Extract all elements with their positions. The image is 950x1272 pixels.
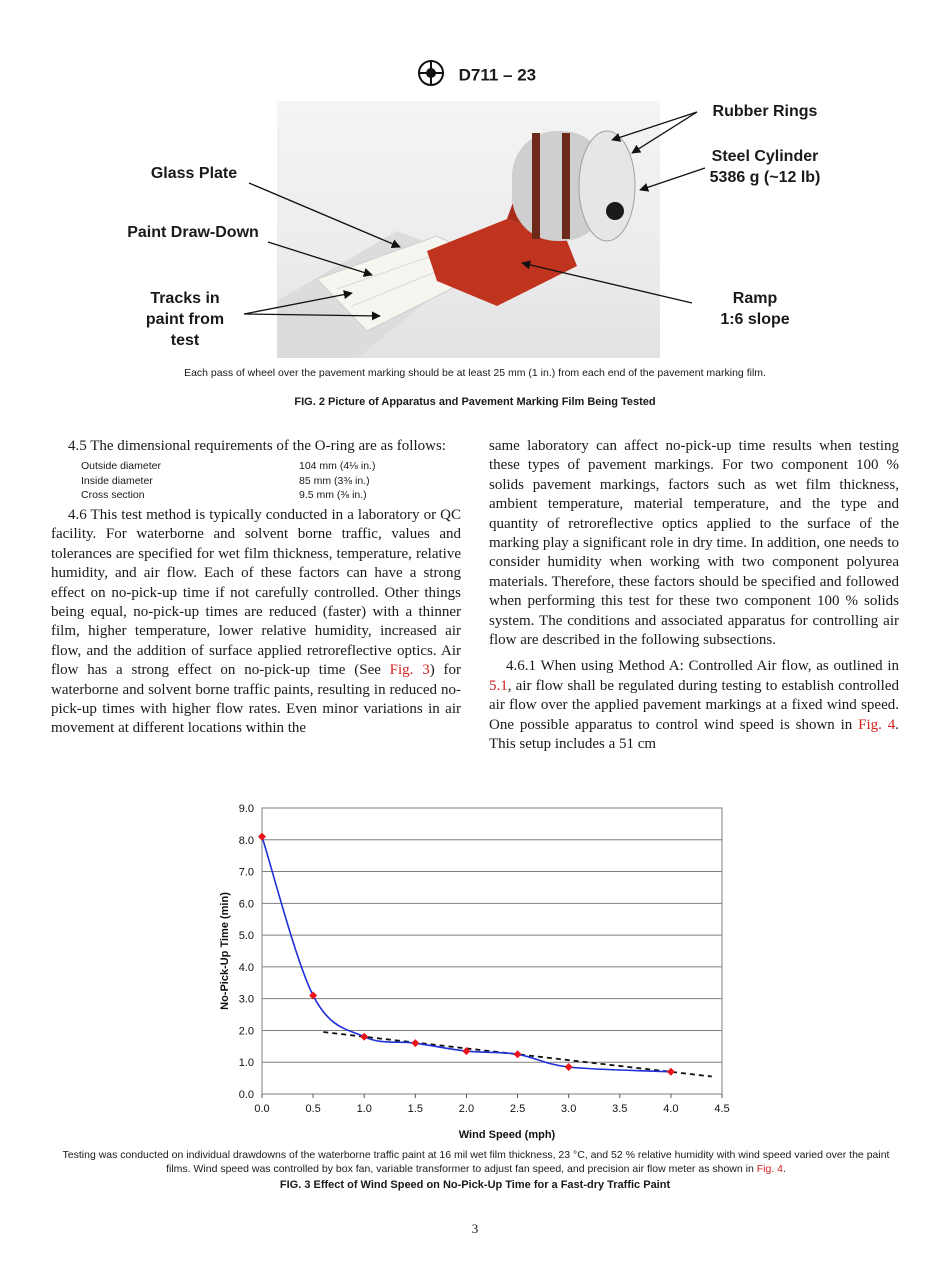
callout-paint-drawdown: Paint Draw-Down — [127, 224, 259, 241]
chart-series — [258, 833, 712, 1077]
page-number: 3 — [471, 1221, 479, 1236]
oring-value: 9.5 mm (⅜ in.) — [299, 489, 367, 502]
callout-ramp: Ramp — [732, 290, 778, 307]
arrow-ramp — [522, 263, 692, 303]
fig4-link-caption[interactable]: Fig. 4 — [756, 1163, 783, 1175]
x-tick-label: 0.0 — [254, 1103, 270, 1115]
callout-glass-plate: Glass Plate — [150, 165, 238, 182]
oring-value: 85 mm (3⅜ in.) — [299, 474, 370, 487]
data-point — [667, 1068, 675, 1076]
y-axis-title: No-Pick-Up Time (min) — [219, 892, 231, 1010]
x-tick-label: 1.0 — [356, 1103, 372, 1115]
arrow-tracks-1 — [244, 293, 352, 314]
chart-axes — [262, 808, 722, 1098]
y-tick-label: 6.0 — [238, 898, 254, 911]
oring-table — [81, 459, 375, 503]
y-tick-label: 5.0 — [238, 930, 254, 943]
paragraph-text: . This setup includes a 51 cm — [489, 716, 900, 753]
callout-arrows — [0, 0, 950, 400]
y-tick-label: 0.0 — [238, 1089, 254, 1101]
paragraph-continued: same laboratory can affect no-pick-up time results when testing these types of pavement markings. For two component 100 % solids pavement markings, factors such as wet film thickness, ambient temperature, material temperature, and the type and quantity of retroreflective optics applied to the surface of the marking play a significant role in dry time. In addition, one needs to consider humidity when working with two component polyurea materials. Therefore, these factors should be specified and followed when performing this test for these two component 100 % solids system. The conditions and associated apparatus for controlling air flow are described in the following subsections. — [489, 438, 899, 649]
plot-border — [262, 808, 722, 1094]
y-tick-label: 3.0 — [238, 993, 254, 1006]
fig4-link[interactable]: Fig. 4 — [858, 716, 896, 733]
data-point — [565, 1063, 573, 1071]
note-text: Testing was conducted on individual drawdowns of the waterborne traffic paint at 16 mil wet film thickness, 23 °C, and 52 % relative humidity with wind speed varied over the paint films. Wind speed was controlled by box fan, variable transformer to adjust fan speed, and precision air flow meter as shown in — [62, 1149, 890, 1175]
paragraph-text: ) for waterborne and solvent borne traffic paints, resulting in reduced no-pick-up times with higher flow rates. Even minor variations in air movement at different locations within the — [51, 662, 461, 737]
fig3-link[interactable]: Fig. 3 — [389, 662, 430, 679]
right-column — [489, 437, 899, 755]
table-row — [81, 459, 375, 474]
y-tick-label: 1.0 — [238, 1057, 254, 1070]
oring-label: Cross section — [81, 489, 145, 502]
y-tick-label: 4.0 — [238, 961, 254, 974]
x-tick-label: 3.0 — [561, 1103, 577, 1115]
table-row — [81, 488, 375, 503]
callout-tracks-3: test — [170, 332, 200, 349]
callout-steel-cylinder-mass: 5386 g (~12 lb) — [709, 169, 821, 186]
arrow-paint-drawdown — [268, 242, 372, 275]
paragraph-text: 4.6 This test method is typically conducted in a laboratory or QC facility. For waterborne and solvent borne traffic, values and tolerances are specified for wet film thickness, temperature, relative humidity, and air flow. Each of these factors can have a strong effect on no-pick-up time if not carefully controlled. Other things being equal, no-pick-up times are reduced (faster) with a thinner film, higher temperature, lower relative humidity, increased air flow, and the addition of surface applied retroreflective optics. Air flow has a strong effect on no-pick-up time (See — [51, 506, 461, 679]
section-5-1-link[interactable]: 5.1 — [489, 677, 508, 694]
x-tick-label: 3.5 — [612, 1103, 628, 1115]
oring-label: Inside diameter — [81, 474, 153, 487]
data-point — [360, 1033, 368, 1041]
paragraph-text: 4.6.1 When using Method A: Controlled Air flow, as outlined in — [506, 658, 899, 675]
fig3-title: FIG. 3 Effect of Wind Speed on No-Pick-Up Time for a Fast-dry Traffic Paint — [279, 1179, 671, 1191]
oring-label: Outside diameter — [81, 460, 161, 473]
arrow-steel-cylinder — [640, 168, 705, 190]
oring-value: 104 mm (4⅛ in.) — [299, 460, 376, 473]
arrow-glass-plate — [249, 183, 400, 247]
callout-steel-cylinder: Steel Cylinder — [711, 148, 819, 165]
paragraph-4-6 — [51, 506, 461, 739]
x-tick-label: 4.0 — [663, 1103, 679, 1115]
note-text: . — [782, 1163, 786, 1175]
arrow-tracks-2 — [244, 314, 380, 316]
callout-ramp-slope: 1:6 slope — [720, 311, 790, 328]
paragraph-text: , air flow shall be regulated during testing to establish controlled air flow over the applied pavement markings at a fixed wind speed. One possible apparatus to control wind speed is shown in — [489, 677, 899, 733]
x-tick-label: 1.5 — [407, 1103, 423, 1115]
fig3-note — [50, 1148, 902, 1176]
chart-grid — [262, 808, 722, 1094]
left-column — [51, 437, 461, 739]
fig2-title: FIG. 2 Picture of Apparatus and Pavement Marking Film Being Tested — [294, 396, 656, 408]
callout-tracks-1: Tracks in — [150, 290, 220, 307]
y-tick-label: 2.0 — [238, 1025, 254, 1038]
x-tick-label: 2.0 — [458, 1103, 475, 1115]
wind-speed-chart — [200, 795, 760, 1145]
chart-labels — [219, 803, 730, 1141]
fig2-note: Each pass of wheel over the pavement marking should be at least 25 mm (1 in.) from each end of the pavement marking film. — [184, 367, 766, 379]
x-axis-title: Wind Speed (mph) — [458, 1129, 556, 1141]
y-tick-label: 9.0 — [238, 803, 254, 815]
arrow-rubber-ring-2 — [632, 112, 697, 153]
callout-tracks-2: paint from — [145, 311, 225, 328]
table-row — [81, 474, 375, 489]
paragraph-4-5: 4.5 The dimensional requirements of the O-ring are as follows: — [68, 438, 446, 454]
paragraph-4-6-1 — [489, 657, 899, 754]
y-tick-label: 7.0 — [238, 866, 254, 879]
x-tick-label: 2.5 — [509, 1103, 526, 1115]
data-point — [411, 1039, 419, 1047]
callout-rubber-rings: Rubber Rings — [712, 103, 818, 120]
arrow-rubber-ring-1 — [612, 112, 697, 140]
x-tick-label: 0.5 — [305, 1103, 321, 1115]
data-point — [514, 1050, 522, 1058]
x-tick-label: 4.5 — [714, 1103, 730, 1115]
y-tick-label: 8.0 — [238, 834, 254, 847]
document-id: D711 – 23 — [458, 65, 537, 85]
